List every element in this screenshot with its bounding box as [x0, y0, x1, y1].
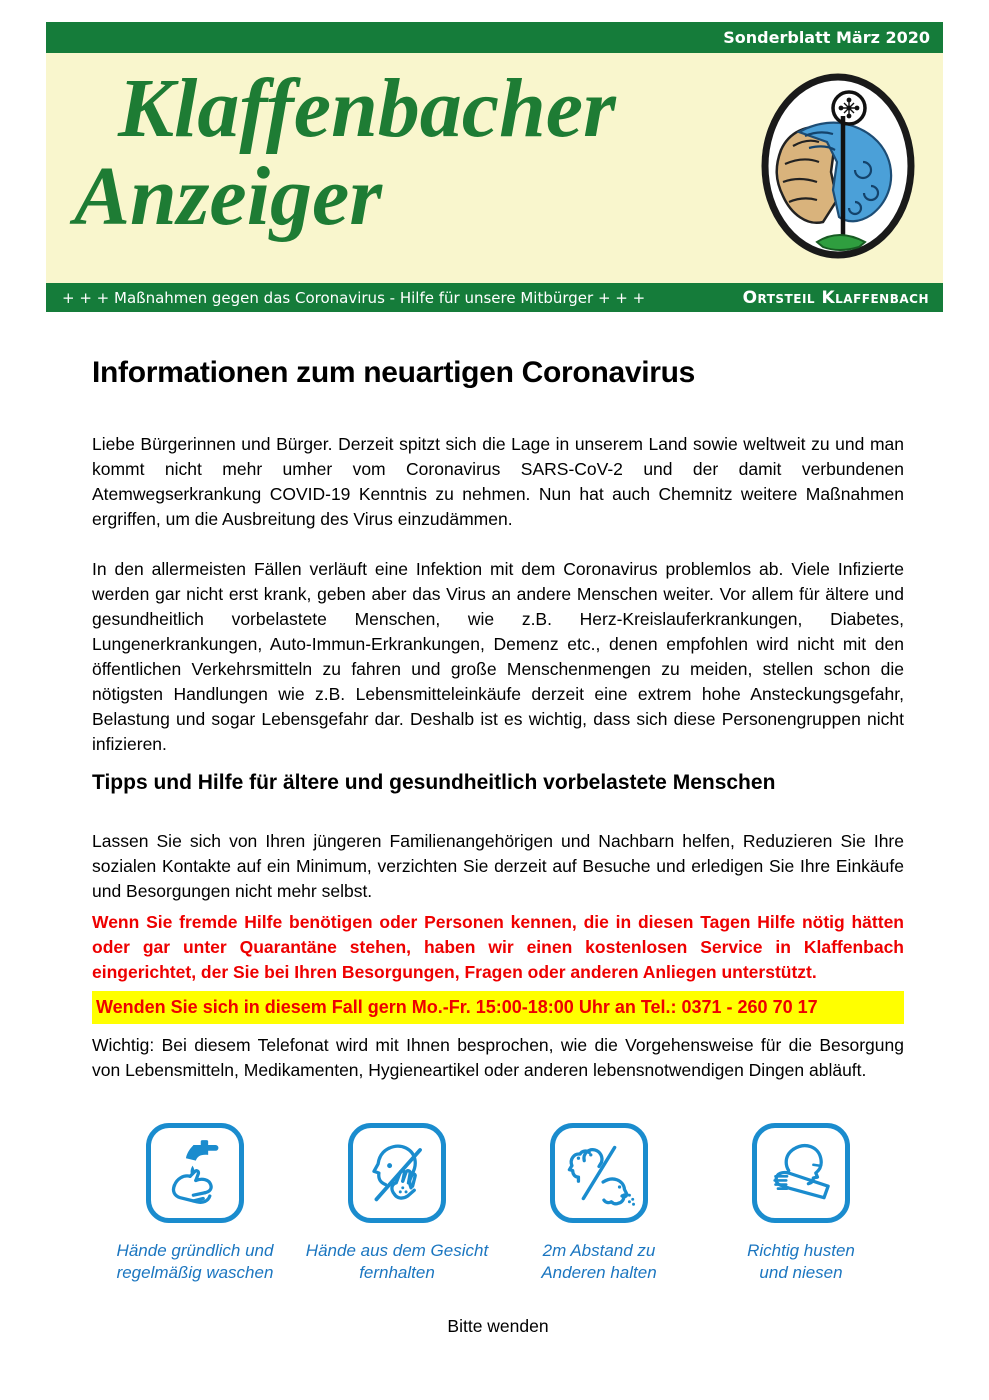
- tip-keep-distance: [498, 1123, 700, 1284]
- klaffenbach-crest-logo: [759, 70, 917, 262]
- keep-distance-icon: [550, 1123, 648, 1223]
- advice-paragraph: Lassen Sie sich von Ihren jüngeren Familienangehörigen und Nachbarn helfen, Reduzieren Sie Ihre sozialen Kontakte auf ein Minimum, verzichten Sie derzeit auf Besuche und erledigen Sie Ihre Einkäufe und Besorgungen nicht mehr selbst.: [92, 831, 904, 901]
- wash-hands-icon: [146, 1123, 244, 1223]
- important-note-paragraph: Wichtig: Bei diesem Telefonat wird mit Ihnen besprochen, wie die Vorgehensweise für die Besorgung von Lebensmitteln, Medikamenten, Hygieneartikel oder anderen lebensnotwendigen Dingen abläuft.: [92, 1035, 904, 1080]
- hotline-highlight-line: Wenden Sie sich in diesem Fall gern Mo.-Fr. 15:00-18:00 Uhr an Tel.: 0371 - 260 70 17: [92, 991, 904, 1024]
- no-face-touch-icon: [348, 1123, 446, 1223]
- article-heading: Informationen zum neuartigen Coronavirus: [92, 356, 696, 389]
- risk-groups-paragraph: In den allermeisten Fällen verläuft eine Infektion mit dem Coronavirus problemlos ab. Viele Infizierte werden gar nicht erst krank, geben aber das Virus an andere Menschen weiter. Vor allem für ältere und gesundheitlich vorbelastete Menschen, wie z.B. Herz-Kreislauferkrankungen, Diabetes, Lungenerkrankungen, Auto-Immun-Erkrankungen, Demenz etc., denen empfohlen wird nicht mit den öffentlichen Verkehrsmitteln zu fahren und große Menschenmengen zu meiden, stellen schon die nötigsten Handlungen wie z.B. Lebensmitteleinkäufe derzeit eine extrem hohe Ansteckungsgefahr, Belastung und sogar Lebensgefahr dar. Deshalb ist es wichtig, dass sich diese Personengruppen nicht infizieren.: [92, 559, 904, 754]
- tip-cough-etiquette: [700, 1123, 902, 1284]
- title-line-1: Klaffenbacher: [118, 62, 616, 155]
- ticker-bar: [46, 283, 943, 312]
- title-line-2: Anzeiger: [74, 150, 383, 243]
- tip-wash-hands: [94, 1123, 296, 1284]
- turn-page-note: Bitte wenden: [447, 1316, 549, 1336]
- issue-banner: [46, 22, 943, 53]
- tip-caption: Hände gründlich und regelmäßig waschen: [116, 1241, 274, 1282]
- article: [92, 356, 904, 1339]
- issue-label: Sonderblatt März 2020: [723, 28, 930, 47]
- newsletter-page: [0, 22, 989, 1400]
- cough-sneeze-etiquette-icon: [752, 1123, 850, 1223]
- masthead: [46, 22, 943, 312]
- tip-caption: Hände aus dem Gesicht fernhalten: [305, 1241, 489, 1282]
- tips-subheading: Tipps und Hilfe für ältere und gesundheitlich vorbelastete Menschen: [92, 771, 776, 794]
- tip-no-face-touch: [296, 1123, 498, 1284]
- hygiene-tips-row: [92, 1123, 904, 1284]
- district-label: Ortsteil Klaffenbach: [742, 287, 929, 308]
- tip-caption: 2m Abstand zu Anderen halten: [541, 1241, 657, 1282]
- intro-paragraph: Liebe Bürgerinnen und Bürger. Derzeit spitzt sich die Lage in unserem Land sowie weltweit zu und man kommt nicht mehr umher vom Coronavirus SARS-CoV-2 und der damit verbundenen Atemwegserkrankung COVID-19 Kenntnis zu nehmen. Nun hat auch Chemnitz weitere Maßnahmen ergriffen, um die Ausbreitung des Virus einzudämmen.: [92, 434, 904, 529]
- help-service-alert-paragraph: Wenn Sie fremde Hilfe benötigen oder Personen kennen, die in diesen Tagen Hilfe nötig hätten oder gar unter Quarantäne stehen, haben wir einen kostenlosen Service in Klaffenbach eingerichtet, der Sie bei Ihren Besorgungen, Fragen oder anderen Anliegen unterstützt.: [92, 912, 904, 982]
- masthead-main: [46, 53, 943, 283]
- ticker-text: + + + Maßnahmen gegen das Coronavirus - Hilfe für unsere Mitbürger + + +: [62, 288, 646, 307]
- tip-caption: Richtig husten und niesen: [747, 1241, 855, 1282]
